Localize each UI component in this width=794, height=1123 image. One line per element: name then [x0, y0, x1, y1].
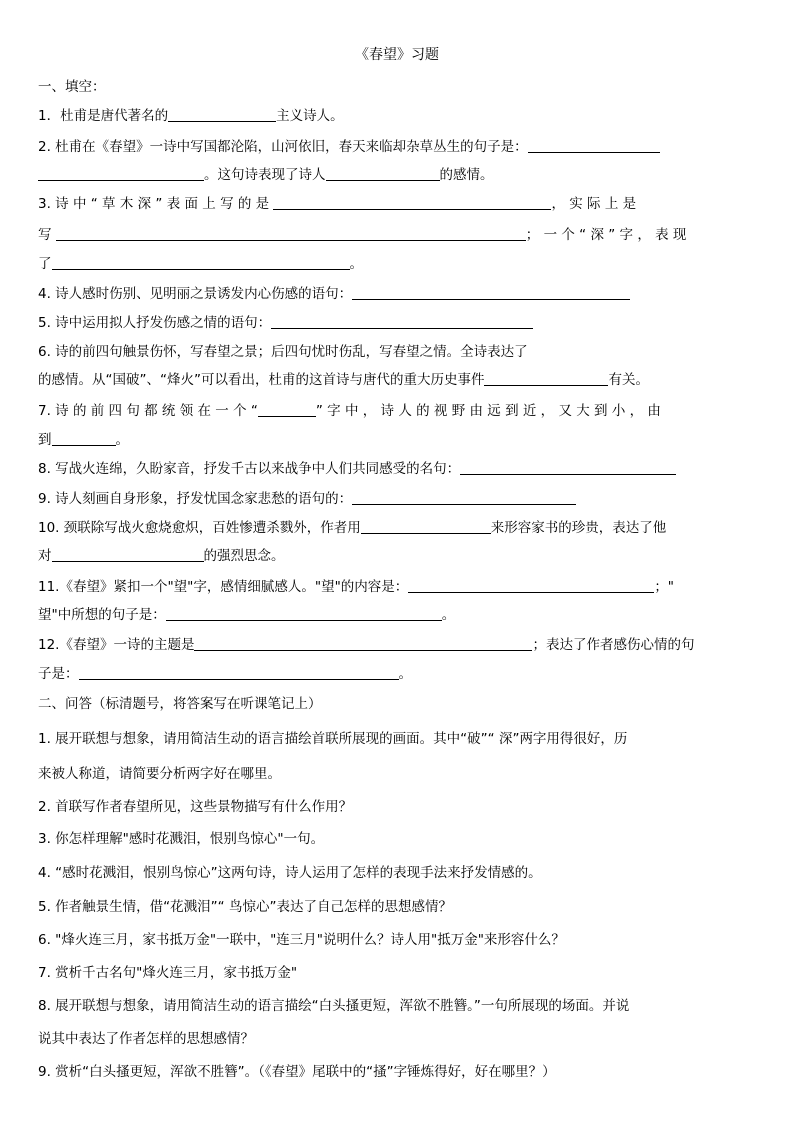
question-10-text-2: 来形容家书的珍贵，表达了他 — [490, 520, 667, 536]
question-7-text-3: 到 — [38, 432, 52, 448]
question-6-line-2 — [38, 370, 756, 390]
question-3-line-2 — [38, 225, 756, 245]
answer-blank[interactable] — [273, 195, 551, 210]
qa-question-9: 9. 赏析“白头搔更短，浑欲不胜簪”。（《春望》尾联中的“搔”字锤炼得好，好在哪里？） — [38, 1064, 556, 1080]
question-10-text: 10. 颈联除写战火愈烧愈炽，百姓惨遭杀戮外，作者用 — [38, 520, 361, 536]
question-1-text-end: 主义诗人。 — [276, 108, 344, 124]
question-12-line-2 — [38, 664, 756, 684]
question-7-line-2 — [38, 430, 756, 450]
qa-question-1-line-1: 1. 展开联想与想象，请用简洁生动的语言描绘首联所展现的画面。其中“破”“ 深”两字用得很好，历 — [38, 731, 628, 747]
question-2-line-1 — [38, 137, 756, 157]
answer-blank[interactable] — [352, 490, 576, 505]
question-12-text-end: 。 — [398, 666, 412, 682]
qa-question-3: 3. 你怎样理解"感时花溅泪，恨别鸟惊心"一句。 — [38, 831, 325, 847]
qa-question-8-line-1: 8. 展开联想与想象，请用简洁生动的语言描绘“白头搔更短，浑欲不胜簪。”一句所展现的场面。并说 — [38, 998, 630, 1014]
answer-blank[interactable] — [52, 255, 350, 270]
question-12-text-3: 子是： — [38, 666, 79, 682]
question-3-line-3 — [38, 254, 756, 274]
question-5-text: 5. 诗中运用拟人抒发伤感之情的语句： — [38, 315, 272, 331]
question-6-text-2: 的感情。从“国破”、“烽火”可以看出，杜甫的这首诗与唐代的重大历史事件 — [38, 372, 485, 388]
question-6-text: 6. 诗的前四句触景伤怀，写春望之景；后四句忧时伤乱，写春望之情。全诗表达了 — [38, 344, 528, 360]
question-7-text: 7. 诗 的 前 四 句 都 统 领 在 一 个 “ — [38, 403, 258, 419]
question-11-text-2: ；" — [654, 579, 675, 595]
question-3-text-2: 写 — [38, 227, 52, 243]
answer-blank[interactable] — [271, 314, 533, 329]
answer-blank[interactable] — [194, 636, 532, 651]
question-10-text-end: 的强烈思念。 — [203, 548, 285, 564]
answer-blank[interactable] — [52, 547, 204, 562]
question-8-text: 8. 写战火连绵，久盼家音，抒发千古以来战争中人们共同感受的名句： — [38, 461, 461, 477]
question-4-text: 4. 诗人感时伤别、见明丽之景诱发内心伤感的语句： — [38, 286, 353, 302]
question-7-text-end: 。 — [115, 432, 129, 448]
question-1-text: 1．杜甫是唐代著名的 — [38, 108, 169, 124]
qa-question-5: 5. 作者触景生情，借“花溅泪”“ 鸟惊心”表达了自己怎样的思想感情？ — [38, 899, 452, 915]
answer-blank[interactable] — [460, 460, 676, 475]
question-3-text-4: 了 — [38, 256, 52, 272]
question-11-line-1 — [38, 577, 756, 597]
answer-blank[interactable] — [168, 107, 276, 122]
question-4 — [38, 284, 756, 304]
section-fill-blank-heading: 一、填空： — [38, 79, 106, 95]
answer-blank[interactable] — [166, 606, 442, 621]
answer-blank[interactable] — [52, 431, 116, 446]
question-5 — [38, 313, 756, 333]
answer-blank[interactable] — [408, 578, 654, 593]
question-11-text-3: 望"中所想的句子是： — [38, 607, 166, 623]
question-9-text: 9. 诗人刻画自身形象，抒发忧国念家悲愁的语句的： — [38, 491, 353, 507]
answer-blank[interactable] — [528, 138, 660, 153]
qa-question-2: 2. 首联写作者春望所见，这些景物描写有什么作用？ — [38, 799, 353, 815]
question-8 — [38, 459, 756, 479]
answer-blank[interactable] — [258, 402, 316, 417]
question-2-text-mid: 。这句诗表现了诗人 — [204, 167, 326, 183]
question-6-line-1 — [38, 342, 756, 362]
question-10-line-1 — [38, 518, 756, 538]
question-2-text-end: 的感情。 — [439, 167, 494, 183]
question-11-text-end: 。 — [441, 607, 456, 623]
question-3-text-end: 。 — [349, 256, 363, 272]
question-12-text-2: ；表达了作者感伤心情的句 — [532, 637, 695, 653]
question-2-text: 2. 杜甫在《春望》一诗中写国都沦陷，山河依旧，春天来临却杂草丛生的句子是： — [38, 139, 528, 155]
answer-blank[interactable] — [79, 665, 399, 680]
qa-question-7: 7. 赏析千古名句"烽火连三月，家书抵万金" — [38, 965, 298, 981]
qa-question-8-line-2: 说其中表达了作者怎样的思想感情？ — [38, 1031, 254, 1047]
answer-blank[interactable] — [326, 166, 440, 181]
question-12-text: 12.《春望》一诗的主题是 — [38, 637, 195, 653]
qa-question-4: 4. “感时花溅泪，恨别鸟惊心”这两句诗，诗人运用了怎样的表现手法来抒发情感的。 — [38, 865, 542, 881]
page-title: 《春望》习题 — [355, 47, 439, 63]
question-7-text-2: ” 字 中 ， 诗 人 的 视 野 由 远 到 近 ， 又 大 到 小 ， 由 — [315, 403, 661, 419]
question-11-line-2 — [38, 605, 756, 625]
question-1 — [38, 106, 756, 126]
answer-blank[interactable] — [361, 519, 491, 534]
question-3-text-3: ； 一 个 “ 深 ” 字 ， 表 现 — [525, 227, 687, 243]
question-7-line-1 — [38, 401, 756, 421]
question-3-text-mid: ， 实 际 上 是 — [551, 196, 637, 212]
section-qa-heading: 二、问答（标清题号，将答案写在听课笔记上） — [38, 696, 322, 712]
qa-question-1-line-2: 来被人称道，请简要分析两字好在哪里。 — [38, 766, 281, 782]
answer-blank[interactable] — [484, 371, 608, 386]
answer-blank[interactable] — [38, 166, 204, 181]
answer-blank[interactable] — [352, 285, 630, 300]
question-2-line-2 — [38, 165, 756, 185]
answer-blank[interactable] — [56, 226, 526, 241]
question-3-text: 3. 诗 中 “ 草 木 深 ” 表 面 上 写 的 是 — [38, 196, 270, 212]
qa-question-6: 6. "烽火连三月，家书抵万金"一联中，"连三月"说明什么？诗人用"抵万金"来形容什么？ — [38, 932, 565, 948]
question-3-line-1 — [38, 194, 756, 214]
question-10-line-2 — [38, 546, 756, 566]
question-9 — [38, 489, 756, 509]
question-6-text-end: 有关。 — [608, 372, 649, 388]
question-11-text: 11.《春望》紧扣一个"望"字，感情细腻感人。"望"的内容是： — [38, 579, 409, 595]
question-12-line-1 — [38, 635, 756, 655]
question-10-text-3: 对 — [38, 548, 52, 564]
